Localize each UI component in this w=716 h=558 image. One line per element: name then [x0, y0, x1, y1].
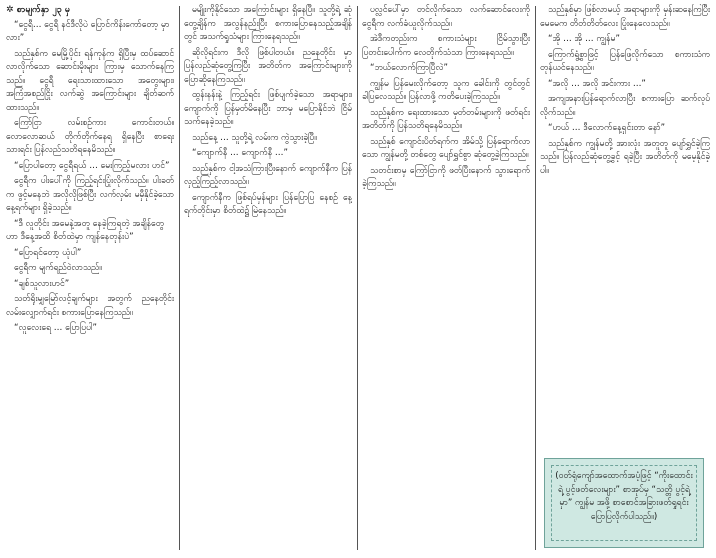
paragraph: သည်နှစ်က ရေးထားသော မှတ်တမ်းများကို ဖတ်ရင်း အတိတ်ကို ပြန်သတိရနေမိသည်။ [362, 107, 530, 131]
paragraph: သတင်းစာမှ ကြော်ငြာကို ဖတ်ပြီးနောက် သွားရောက်ခဲ့ကြသည်။ [362, 165, 530, 189]
column-2 [184, 4, 352, 552]
paragraph: ကျွန်မ ပြန်မေးလိုက်တော့ သူက ခေါင်းကို တွင်တွင် ခါပြလေသည်။ ပြန်လာဖို့ ကတိပေးခဲ့ကြသည်။ [362, 78, 530, 102]
paragraph: သတ်ရိုးမျှမြော်လင့်ချက်များ အတွက် ညနေတိုင်း လမ်းလျှောက်ရင်း စကားပြောနေကြသည်။ [6, 294, 174, 318]
paragraph: သည်နှစ်က ငါ့အသံကြားပြီးနောက် ကျောက်နီက ပြန်လှည့်ကြည့်လာသည်။ [184, 163, 352, 187]
paragraph: “ဒီ လူတိုင်း အမေနဲ့အတူ နေခဲ့ကြရတဲ့ အချိန်တွေဟာ ဒီနေ့အထိ စိတ်ထဲမှာ ကျန်နေတုန်းပဲ” [6, 218, 165, 242]
paragraph: ငွေရီက ပါးပေါ်ကို ကြည့်ရင်းပြုံးလိုက်သည်။ ပါးခတ်က ဖွင့်မနေဘဲ အလိုလိုဖြစ်ပြီး လက်လှမ်း မမှီနိုင်ခဲ့သော နေ့ရက်များ ရှိခဲ့သည်။ [6, 176, 174, 213]
column-1 [6, 4, 174, 552]
paragraph: “ချစ်သူလားဟင်” [14, 278, 70, 289]
column-4 [540, 4, 710, 552]
paragraph: သည်နှစ် ကျောင်းပိတ်ရက်က အိမ်သို့ ပြန်ရောက်လာသော ကျွန်မတို့ တစ်တွေ ပျော်ရွှင်စွာ ဆုံတွေ့ခဲ့ကြသည်။ [362, 136, 530, 160]
paragraph: သည်နှစ်မှာ ဖြစ်လာမယ့် အရာများကို မှန်းဆနေကြပြီး မေမေက တိတ်တိတ်လေး ပြုံးနေလေသည်။ [540, 5, 710, 29]
paragraph: “ဘယ်လောက်ကြာပြီလဲ” [370, 63, 448, 73]
paragraph: “အလို … အလို အင်းကား …” [548, 78, 646, 89]
paragraph: “ပြောပါတော့ ငွေရီရယ် … မေးကြည့်မလား ဟင်” [14, 160, 170, 171]
article-page [6, 4, 710, 552]
source-note-text: (ဝတ်ရုံကျော်အထောက်အပံ့ဖြင့် “ကိုးထောင်းရဲ့ ပွင့်ဖတ်လေးများ” စာအုပ်မှ “သတ္တိ ပွင့်ရဲ့ မှာ” ကျွန်မ အဖို့ စာစောင်အခြားဖတ်ရှုရင်း ပြောပြလိုက်ပါသည်။) [551, 465, 697, 541]
paragraph: “ပြောရင်တော့ ယုံပါ” [14, 247, 82, 258]
column-3 [362, 4, 530, 552]
paragraph: “အို … အို … ကျွန်မ” [548, 34, 620, 44]
source-note-box [544, 458, 704, 548]
paragraph: ကျောက်နီက ဖြစ်ရပ်မှန်များ ပြန်ပြောပြ နေစဉ် နေ့ရက်တိုင်းမှာ စိတ်ထဲ၌ မြဲနေသည်။ [184, 192, 352, 216]
paragraph: “ငွေရီ… ငွေရီ နင်ဒီလိုပဲ ပြောင်ကိန်းကော်တော့ မှာလား” [6, 19, 170, 43]
paragraph: မမျိုးကိုနိုင်သော အကြောင်းများ ရှိနေပြီ။ သူတို့ရဲ့ ဆုံတွေ့ချိန်က အလွန်နည်းပြီး စကားပြောနေသည့်အချိန်တွင် အသက်ရှုသံများ ကြားနေရသည်။ [184, 5, 352, 42]
paragraph: ငွေရီက မျက်ရည်ဝဲလာသည်။ [14, 263, 102, 273]
paragraph: အဲဒီကတည်းက စကားသံများ ငြိမ်သွားပြီး ပြတင်းပေါက်က လေတိုက်သံသာ ကြားနေရသည်။ [362, 34, 530, 58]
paragraph: ပလ္လင်ပေါ်မှာ တင်လိုက်သော လက်ဆောင်လေးကို ငွေရီက လက်ခံယူလိုက်သည်။ [362, 5, 530, 29]
paragraph: သည်နေ့ … သူတို့ရဲ့ လမ်းက ကွဲသွားခဲ့ပြီ။ [192, 132, 317, 143]
column-divider [535, 6, 536, 550]
paragraph: “ကျောက်နီ … ကျောက်နီ …” [192, 148, 288, 158]
paragraph: ကြော်ငြာ လမ်းစဉ်ကား ကောင်းတယ်။ လောလောဆယ် တိုက်တိုက်နေရ ရှိနေပြီး စာရေးသားရင်း ပြန်လည်သတိရနေမိသည်။ [6, 118, 174, 155]
paragraph: “ဟယ် … ဒီလောက်နေ့ရှင်းတာ နော်” [548, 123, 666, 133]
column-divider [357, 6, 358, 550]
paragraph: အကျအနားပြန်ရောက်လာပြီး စကားပြော ဆက်လုပ်လိုက်သည်။ [540, 94, 710, 118]
paragraph: ဆိုလိုရင်းက ဒီလို ဖြစ်ပါတယ်။ ညနေတိုင်း မှာ ပြန်လည်ဆုံတွေ့ကြပြီး အတိတ်က အကြောင်းများကို ပြောဆိုနေကြသည်။ [184, 47, 352, 85]
paragraph: သည်နှစ်က မေမြို့ပိုင်း ရန်ကုန်က ရှိပြီးမှ ထပ်ဆောင်လာလိုက်သော ဆောင်းမိုးများ ကြားမှ သောက်နေကြသည်။ ငွေရီ ရေးသားထားသော အတွေးများ၊ အကြံအစည်ငြိုး လက်ဆွဲ အကြောင်းများ ချိတ်ဆက်ထားသည်။ [6, 48, 174, 113]
continued-from-label: ✲ စာမျက်နှာ ၂၃ မှ [6, 5, 71, 15]
column-divider [179, 6, 180, 550]
paragraph: သည်နှစ်က ကျွန်မတို့ အားလုံး အတူတူ ပျော်ရွှင်ခဲ့ကြသည်။ ပြန်လည်ဆုံတွေ့ခွင့် ရခဲ့ပြီး အတိတ်ကို မမေ့နိုင်ခဲ့ပါ။ [540, 138, 710, 176]
paragraph: ကြောက်ရွံ့စွာဖြင့် ပြန်ဖြေလိုက်သော စကားသံက တုန်ယင်နေသည်။ [540, 49, 710, 73]
paragraph: ထွန်းနန်းနဲ့ ကြည့်ရင်း ဖြစ်ပျက်ခဲ့သော အရာများ၊ ကျောက်ကို ပြန်မှတ်မိနေပြီး ဘာမှ မပြောနိုင်ဘဲ ငြိမ်သက်နေခဲ့သည်။ [184, 90, 352, 127]
paragraph: “လူလေးရေ … ပြောပြပါ” [14, 323, 97, 333]
